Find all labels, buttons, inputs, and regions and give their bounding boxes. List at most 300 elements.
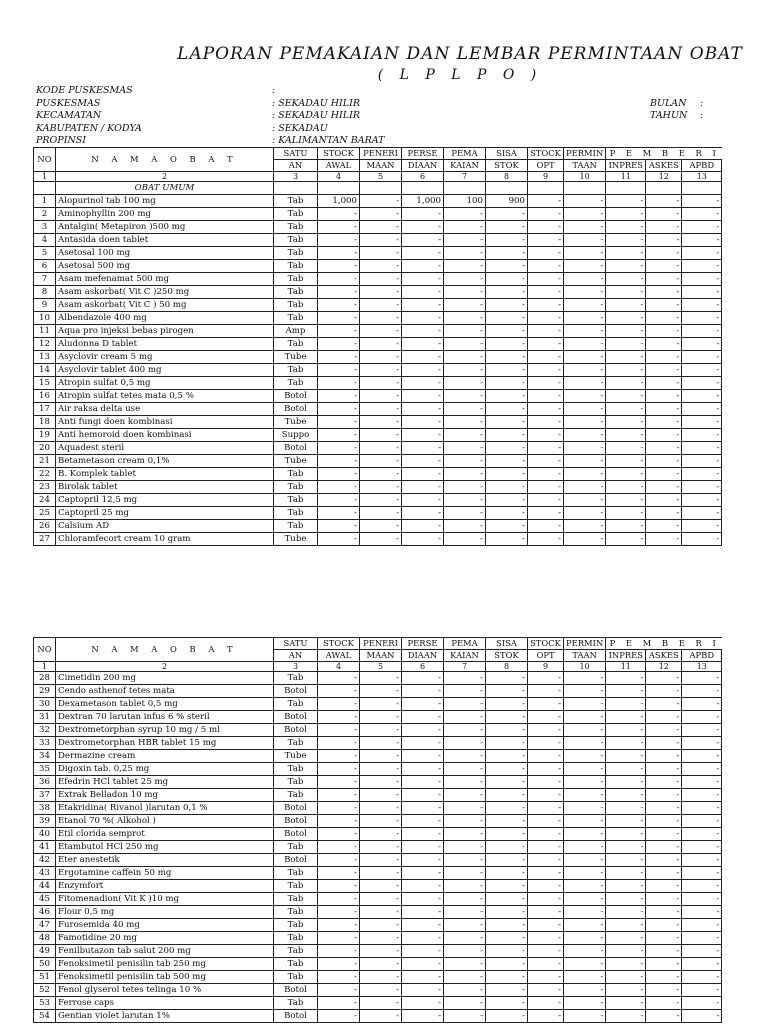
inpres-cell: - bbox=[606, 893, 646, 906]
permintaan-cell: - bbox=[564, 737, 606, 750]
sisa-stok-cell: - bbox=[486, 351, 528, 364]
inpres-cell: - bbox=[606, 338, 646, 351]
apbd-cell: - bbox=[682, 338, 722, 351]
col-permintaan-2: TAAN bbox=[564, 650, 606, 662]
col-penerimaan-1: PENERI bbox=[360, 638, 402, 650]
unit-cell: Tab bbox=[274, 945, 318, 958]
section-empty-cell bbox=[646, 182, 682, 195]
penerimaan-cell: - bbox=[360, 789, 402, 802]
report-meta bbox=[36, 85, 768, 148]
table-row bbox=[34, 750, 722, 763]
sisa-stok-cell: - bbox=[486, 403, 528, 416]
inpres-cell: - bbox=[606, 984, 646, 997]
stock-awal-cell: - bbox=[318, 533, 360, 546]
inpres-cell: - bbox=[606, 724, 646, 737]
askes-cell: - bbox=[646, 234, 682, 247]
persediaan-cell: - bbox=[402, 481, 444, 494]
penerimaan-cell: - bbox=[360, 221, 402, 234]
askes-cell: - bbox=[646, 672, 682, 685]
table-row bbox=[34, 815, 722, 828]
stock-awal-cell: - bbox=[318, 442, 360, 455]
inpres-cell: - bbox=[606, 763, 646, 776]
table-row bbox=[34, 351, 722, 364]
sisa-stok-cell: - bbox=[486, 919, 528, 932]
apbd-cell: - bbox=[682, 442, 722, 455]
persediaan-cell: - bbox=[402, 906, 444, 919]
col-number: 7 bbox=[444, 662, 486, 672]
inpres-cell: - bbox=[606, 841, 646, 854]
report-title: LAPORAN PEMAKAIAN DAN LEMBAR PERMINTAAN OBAT bbox=[177, 44, 743, 64]
unit-cell: Tube bbox=[274, 416, 318, 429]
inpres-cell: - bbox=[606, 364, 646, 377]
askes-cell: - bbox=[646, 880, 682, 893]
persediaan-cell: - bbox=[402, 299, 444, 312]
stock-opt-cell: - bbox=[528, 468, 564, 481]
row-number-cell: 48 bbox=[34, 932, 56, 945]
askes-cell: - bbox=[646, 416, 682, 429]
drug-name-cell: Albendazole 400 mg bbox=[56, 312, 274, 325]
row-number-cell: 2 bbox=[34, 208, 56, 221]
table-row bbox=[34, 711, 722, 724]
askes-cell: - bbox=[646, 403, 682, 416]
col-no: NO bbox=[34, 638, 56, 662]
section-empty-cell bbox=[34, 182, 56, 195]
apbd-cell: - bbox=[682, 763, 722, 776]
stock-awal-cell: - bbox=[318, 403, 360, 416]
permintaan-cell: - bbox=[564, 416, 606, 429]
sisa-stok-cell: - bbox=[486, 247, 528, 260]
row-number-cell: 47 bbox=[34, 919, 56, 932]
drug-name-cell: Asetosal 500 mg bbox=[56, 260, 274, 273]
stock-awal-cell: - bbox=[318, 724, 360, 737]
col-permintaan-1: PERMIN bbox=[564, 638, 606, 650]
row-number-cell: 16 bbox=[34, 390, 56, 403]
stock-opt-cell: - bbox=[528, 750, 564, 763]
stock-awal-cell: - bbox=[318, 958, 360, 971]
stock-awal-cell: - bbox=[318, 494, 360, 507]
col-stock-awal-2: AWAL bbox=[318, 160, 360, 172]
col-number: 3 bbox=[274, 172, 318, 182]
pemakaian-cell: - bbox=[444, 919, 486, 932]
permintaan-cell: - bbox=[564, 273, 606, 286]
row-number-cell: 32 bbox=[34, 724, 56, 737]
persediaan-cell: - bbox=[402, 442, 444, 455]
askes-cell: - bbox=[646, 919, 682, 932]
unit-cell: Botol bbox=[274, 854, 318, 867]
persediaan-cell: - bbox=[402, 338, 444, 351]
stock-awal-cell: - bbox=[318, 919, 360, 932]
puskesmas-label: PUSKESMAS bbox=[36, 97, 101, 109]
table-row bbox=[34, 997, 722, 1010]
persediaan-cell: - bbox=[402, 364, 444, 377]
stock-opt-cell: - bbox=[528, 737, 564, 750]
row-number-cell: 25 bbox=[34, 507, 56, 520]
unit-cell: Tube bbox=[274, 750, 318, 763]
stock-awal-cell: - bbox=[318, 377, 360, 390]
row-number-cell: 33 bbox=[34, 737, 56, 750]
meta-row-kabupaten bbox=[36, 123, 768, 136]
stock-awal-cell: 1,000 bbox=[318, 195, 360, 208]
pemakaian-cell: - bbox=[444, 442, 486, 455]
stock-opt-cell: - bbox=[528, 984, 564, 997]
stock-awal-cell: - bbox=[318, 208, 360, 221]
drug-name-cell: Asyclovir tablet 400 mg bbox=[56, 364, 274, 377]
inpres-cell: - bbox=[606, 958, 646, 971]
table-row bbox=[34, 468, 722, 481]
inpres-cell: - bbox=[606, 481, 646, 494]
kabupaten-label: KABUPATEN / KODYA bbox=[36, 122, 142, 134]
askes-cell: - bbox=[646, 260, 682, 273]
stock-awal-cell: - bbox=[318, 429, 360, 442]
stock-awal-cell: - bbox=[318, 750, 360, 763]
drug-name-cell: Dexametason tablet 0,5 mg bbox=[56, 698, 274, 711]
penerimaan-cell: - bbox=[360, 802, 402, 815]
stock-opt-cell: - bbox=[528, 533, 564, 546]
apbd-cell: - bbox=[682, 880, 722, 893]
permintaan-cell: - bbox=[564, 919, 606, 932]
table-row bbox=[34, 698, 722, 711]
sisa-stok-cell: - bbox=[486, 312, 528, 325]
row-number-cell: 14 bbox=[34, 364, 56, 377]
col-number: 8 bbox=[486, 662, 528, 672]
permintaan-cell: - bbox=[564, 351, 606, 364]
drug-name-cell: Calsium AD bbox=[56, 520, 274, 533]
col-number: 6 bbox=[402, 172, 444, 182]
drug-name-cell: Fitomenadion( Vit K )10 mg bbox=[56, 893, 274, 906]
unit-cell: Botol bbox=[274, 802, 318, 815]
penerimaan-cell: - bbox=[360, 893, 402, 906]
stock-opt-cell: - bbox=[528, 841, 564, 854]
stock-opt-cell: - bbox=[528, 364, 564, 377]
permintaan-cell: - bbox=[564, 1010, 606, 1023]
penerimaan-cell: - bbox=[360, 906, 402, 919]
apbd-cell: - bbox=[682, 828, 722, 841]
bulan-label: BULAN bbox=[650, 97, 687, 109]
permintaan-cell: - bbox=[564, 533, 606, 546]
askes-cell: - bbox=[646, 273, 682, 286]
penerimaan-cell: - bbox=[360, 338, 402, 351]
penerimaan-cell: - bbox=[360, 854, 402, 867]
table-row bbox=[34, 841, 722, 854]
persediaan-cell: - bbox=[402, 455, 444, 468]
stock-opt-cell: - bbox=[528, 815, 564, 828]
apbd-cell: - bbox=[682, 364, 722, 377]
inpres-cell: - bbox=[606, 828, 646, 841]
inpres-cell: - bbox=[606, 698, 646, 711]
stock-opt-cell: - bbox=[528, 724, 564, 737]
permintaan-cell: - bbox=[564, 867, 606, 880]
askes-cell: - bbox=[646, 481, 682, 494]
persediaan-cell: - bbox=[402, 997, 444, 1010]
stock-awal-cell: - bbox=[318, 685, 360, 698]
col-number: 11 bbox=[606, 172, 646, 182]
unit-cell: Tab bbox=[274, 468, 318, 481]
pemakaian-cell: - bbox=[444, 867, 486, 880]
section-empty-cell bbox=[564, 182, 606, 195]
permintaan-cell: - bbox=[564, 247, 606, 260]
col-number: 13 bbox=[682, 172, 722, 182]
askes-cell: - bbox=[646, 286, 682, 299]
askes-cell: - bbox=[646, 442, 682, 455]
inpres-cell: - bbox=[606, 325, 646, 338]
askes-cell: - bbox=[646, 533, 682, 546]
inpres-cell: - bbox=[606, 351, 646, 364]
inpres-cell: - bbox=[606, 221, 646, 234]
pemakaian-cell: - bbox=[444, 338, 486, 351]
inpres-cell: - bbox=[606, 442, 646, 455]
col-number: 10 bbox=[564, 172, 606, 182]
apbd-cell: - bbox=[682, 685, 722, 698]
permintaan-cell: - bbox=[564, 763, 606, 776]
stock-opt-cell: - bbox=[528, 286, 564, 299]
stock-awal-cell: - bbox=[318, 906, 360, 919]
pemakaian-cell: - bbox=[444, 234, 486, 247]
pemakaian-cell: - bbox=[444, 299, 486, 312]
col-sisa-1: SISA bbox=[486, 638, 528, 650]
penerimaan-cell: - bbox=[360, 750, 402, 763]
penerimaan-cell: - bbox=[360, 1010, 402, 1023]
permintaan-cell: - bbox=[564, 945, 606, 958]
permintaan-cell: - bbox=[564, 880, 606, 893]
table-row bbox=[34, 893, 722, 906]
inpres-cell: - bbox=[606, 750, 646, 763]
row-number-cell: 36 bbox=[34, 776, 56, 789]
sisa-stok-cell: - bbox=[486, 997, 528, 1010]
persediaan-cell: - bbox=[402, 468, 444, 481]
penerimaan-cell: - bbox=[360, 286, 402, 299]
unit-cell: Tab bbox=[274, 880, 318, 893]
drug-name-cell: Betametason cream 0,1% bbox=[56, 455, 274, 468]
kecamatan-label: KECAMATAN bbox=[36, 110, 102, 121]
unit-cell: Botol bbox=[274, 815, 318, 828]
pemakaian-cell: - bbox=[444, 221, 486, 234]
drug-name-cell: Dextrometorphan syrup 10 mg / 5 ml bbox=[56, 724, 274, 737]
stock-opt-cell: - bbox=[528, 325, 564, 338]
drug-name-cell: Famotidine 20 mg bbox=[56, 932, 274, 945]
col-nama: N A M A O B A T bbox=[56, 638, 274, 662]
table-row bbox=[34, 273, 722, 286]
sisa-stok-cell: - bbox=[486, 932, 528, 945]
unit-cell: Tab bbox=[274, 958, 318, 971]
askes-cell: - bbox=[646, 776, 682, 789]
sisa-stok-cell: - bbox=[486, 880, 528, 893]
penerimaan-cell: - bbox=[360, 932, 402, 945]
askes-cell: - bbox=[646, 828, 682, 841]
row-number-cell: 22 bbox=[34, 468, 56, 481]
sisa-stok-cell: - bbox=[486, 802, 528, 815]
section-empty-cell bbox=[402, 182, 444, 195]
unit-cell: Tab bbox=[274, 481, 318, 494]
apbd-cell: - bbox=[682, 919, 722, 932]
unit-cell: Tab bbox=[274, 971, 318, 984]
drug-name-cell: Birolak tablet bbox=[56, 481, 274, 494]
apbd-cell: - bbox=[682, 286, 722, 299]
askes-cell: - bbox=[646, 364, 682, 377]
inpres-cell: - bbox=[606, 672, 646, 685]
table-row bbox=[34, 932, 722, 945]
inpres-cell: - bbox=[606, 737, 646, 750]
apbd-cell: - bbox=[682, 234, 722, 247]
row-number-cell: 10 bbox=[34, 312, 56, 325]
row-number-cell: 20 bbox=[34, 442, 56, 455]
pemakaian-cell: - bbox=[444, 802, 486, 815]
table-row bbox=[34, 221, 722, 234]
askes-cell: - bbox=[646, 312, 682, 325]
penerimaan-cell: - bbox=[360, 260, 402, 273]
sisa-stok-cell: - bbox=[486, 841, 528, 854]
apbd-cell: - bbox=[682, 932, 722, 945]
stock-awal-cell: - bbox=[318, 828, 360, 841]
stock-opt-cell: - bbox=[528, 455, 564, 468]
penerimaan-cell: - bbox=[360, 841, 402, 854]
drug-name-cell: Etil clorida semprot bbox=[56, 828, 274, 841]
stock-opt-cell: - bbox=[528, 247, 564, 260]
persediaan-cell: - bbox=[402, 737, 444, 750]
permintaan-cell: - bbox=[564, 481, 606, 494]
pemakaian-cell: - bbox=[444, 377, 486, 390]
stock-opt-cell: - bbox=[528, 507, 564, 520]
persediaan-cell: - bbox=[402, 416, 444, 429]
col-number: 4 bbox=[318, 662, 360, 672]
row-number-cell: 30 bbox=[34, 698, 56, 711]
apbd-cell: - bbox=[682, 507, 722, 520]
pemakaian-cell: - bbox=[444, 906, 486, 919]
drug-name-cell: Ergotamine caffein 50 mg bbox=[56, 867, 274, 880]
penerimaan-cell: - bbox=[360, 468, 402, 481]
col-satuan-1: SATU bbox=[274, 148, 318, 160]
stock-awal-cell: - bbox=[318, 841, 360, 854]
askes-cell: - bbox=[646, 724, 682, 737]
col-pemakaian-1: PEMA bbox=[444, 148, 486, 160]
stock-awal-cell: - bbox=[318, 481, 360, 494]
inpres-cell: - bbox=[606, 867, 646, 880]
drug-name-cell: Fenoksimetil penisilin tab 500 mg bbox=[56, 971, 274, 984]
apbd-cell: - bbox=[682, 711, 722, 724]
drug-name-cell: Anti hemoroid doen kombinasi bbox=[56, 429, 274, 442]
row-number-cell: 38 bbox=[34, 802, 56, 815]
row-number-cell: 52 bbox=[34, 984, 56, 997]
col-penerimaan-2: MAAN bbox=[360, 650, 402, 662]
propinsi-value: : KALIMANTAN BARAT bbox=[272, 135, 385, 146]
persediaan-cell: - bbox=[402, 494, 444, 507]
persediaan-cell: - bbox=[402, 1010, 444, 1023]
col-number: 8 bbox=[486, 172, 528, 182]
table-row bbox=[34, 776, 722, 789]
table-row bbox=[34, 377, 722, 390]
drug-name-cell: Asam askorbat( Vit C ) 50 mg bbox=[56, 299, 274, 312]
askes-cell: - bbox=[646, 351, 682, 364]
table-row bbox=[34, 429, 722, 442]
col-stock-awal-1: STOCK bbox=[318, 638, 360, 650]
permintaan-cell: - bbox=[564, 364, 606, 377]
stock-awal-cell: - bbox=[318, 351, 360, 364]
sisa-stok-cell: - bbox=[486, 377, 528, 390]
penerimaan-cell: - bbox=[360, 234, 402, 247]
inpres-cell: - bbox=[606, 247, 646, 260]
col-stock-awal-1: STOCK bbox=[318, 148, 360, 160]
table-row bbox=[34, 403, 722, 416]
persediaan-cell: - bbox=[402, 286, 444, 299]
unit-cell: Tab bbox=[274, 919, 318, 932]
apbd-cell: - bbox=[682, 867, 722, 880]
inpres-cell: - bbox=[606, 468, 646, 481]
inpres-cell: - bbox=[606, 312, 646, 325]
pemakaian-cell: - bbox=[444, 711, 486, 724]
table-row bbox=[34, 880, 722, 893]
sisa-stok-cell: - bbox=[486, 364, 528, 377]
col-permintaan-2: TAAN bbox=[564, 160, 606, 172]
persediaan-cell: - bbox=[402, 208, 444, 221]
askes-cell: - bbox=[646, 906, 682, 919]
drug-name-cell: Extrak Belladon 10 mg bbox=[56, 789, 274, 802]
stock-opt-cell: - bbox=[528, 273, 564, 286]
askes-cell: - bbox=[646, 893, 682, 906]
unit-cell: Botol bbox=[274, 685, 318, 698]
persediaan-cell: - bbox=[402, 234, 444, 247]
askes-cell: - bbox=[646, 390, 682, 403]
col-pemakaian-1: PEMA bbox=[444, 638, 486, 650]
col-number: 2 bbox=[56, 662, 274, 672]
pemakaian-cell: - bbox=[444, 958, 486, 971]
stock-opt-cell: - bbox=[528, 919, 564, 932]
inpres-cell: - bbox=[606, 520, 646, 533]
report-subtitle: ( L P L P O ) bbox=[377, 67, 543, 83]
pemakaian-cell: - bbox=[444, 390, 486, 403]
persediaan-cell: - bbox=[402, 802, 444, 815]
inpres-cell: - bbox=[606, 776, 646, 789]
apbd-cell: - bbox=[682, 208, 722, 221]
table-row bbox=[34, 984, 722, 997]
table-row bbox=[34, 867, 722, 880]
table-row bbox=[34, 685, 722, 698]
section-empty-cell bbox=[486, 182, 528, 195]
sisa-stok-cell: - bbox=[486, 984, 528, 997]
drug-name-cell: Aminophyllin 200 mg bbox=[56, 208, 274, 221]
col-number: 3 bbox=[274, 662, 318, 672]
drug-name-cell: B. Komplek tablet bbox=[56, 468, 274, 481]
drug-name-cell: Chloramfecort cream 10 gram bbox=[56, 533, 274, 546]
stock-awal-cell: - bbox=[318, 737, 360, 750]
apbd-cell: - bbox=[682, 984, 722, 997]
unit-cell: Tab bbox=[274, 234, 318, 247]
pemakaian-cell: - bbox=[444, 247, 486, 260]
row-number-cell: 6 bbox=[34, 260, 56, 273]
penerimaan-cell: - bbox=[360, 698, 402, 711]
unit-cell: Tab bbox=[274, 776, 318, 789]
section-empty-cell bbox=[606, 182, 646, 195]
col-stock-opt-2: OPT bbox=[528, 160, 564, 172]
meta-row-puskesmas bbox=[36, 98, 768, 111]
persediaan-cell: - bbox=[402, 390, 444, 403]
apbd-cell: - bbox=[682, 997, 722, 1010]
drug-name-cell: Furosemida 40 mg bbox=[56, 919, 274, 932]
persediaan-cell: - bbox=[402, 672, 444, 685]
penerimaan-cell: - bbox=[360, 416, 402, 429]
askes-cell: - bbox=[646, 867, 682, 880]
stock-opt-cell: - bbox=[528, 195, 564, 208]
persediaan-cell: - bbox=[402, 403, 444, 416]
apbd-cell: - bbox=[682, 971, 722, 984]
stock-awal-cell: - bbox=[318, 390, 360, 403]
permintaan-cell: - bbox=[564, 377, 606, 390]
apbd-cell: - bbox=[682, 312, 722, 325]
col-inpres: INPRES bbox=[606, 160, 646, 172]
sisa-stok-cell: - bbox=[486, 685, 528, 698]
permintaan-cell: - bbox=[564, 724, 606, 737]
col-satuan-1: SATU bbox=[274, 638, 318, 650]
table-row bbox=[34, 208, 722, 221]
stock-awal-cell: - bbox=[318, 867, 360, 880]
